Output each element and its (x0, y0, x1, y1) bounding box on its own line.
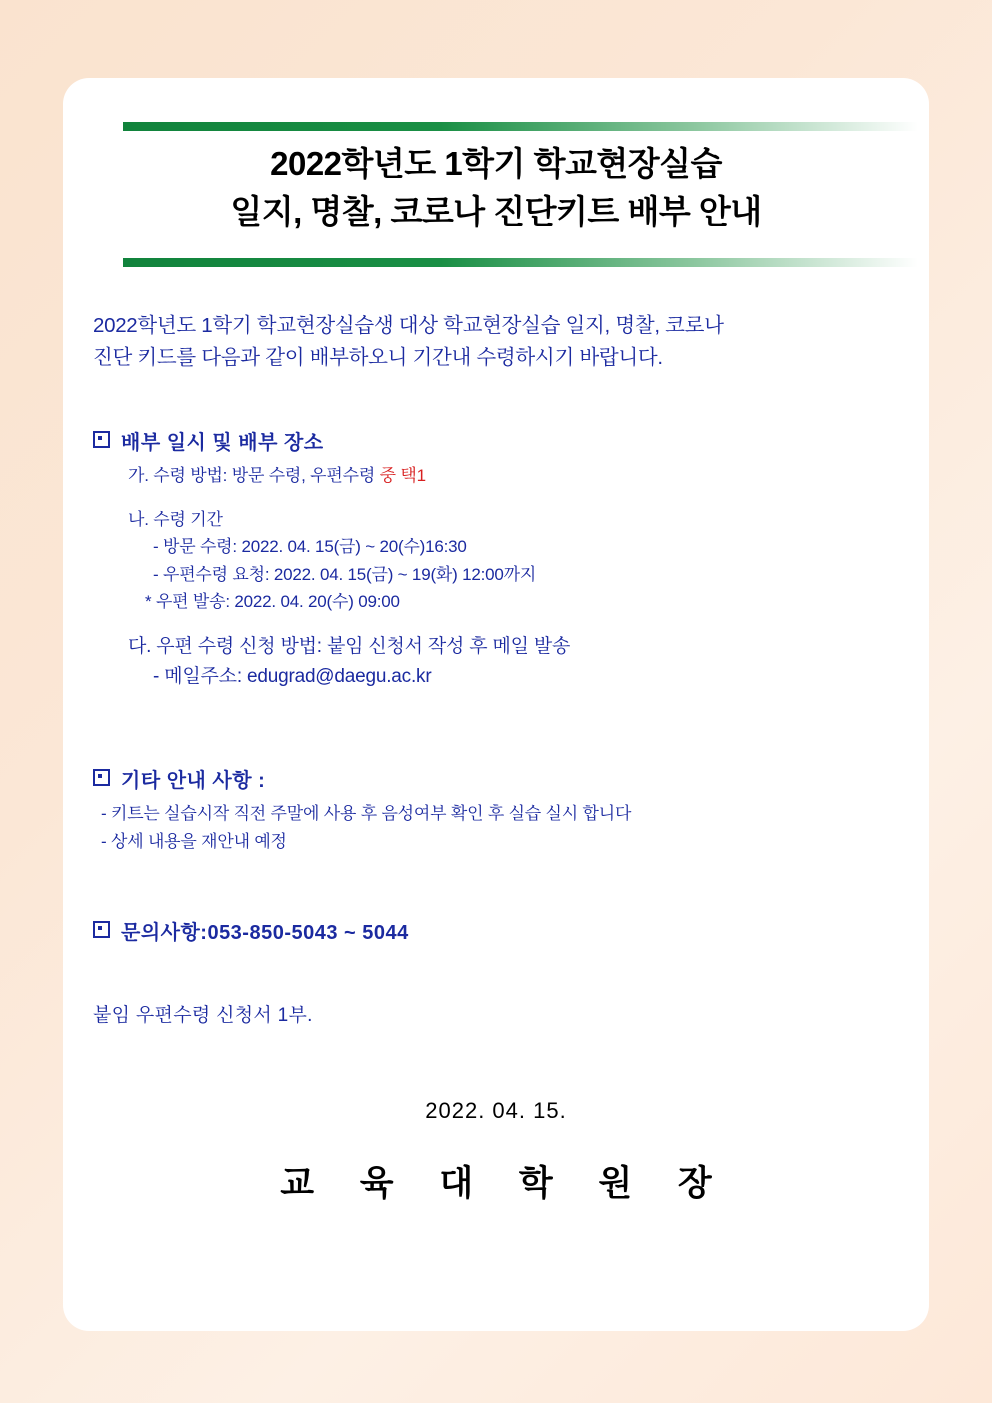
notice-page (63, 78, 929, 1331)
item-b-label: 나. 수령 기간 (128, 509, 223, 529)
lead-paragraph (93, 310, 903, 375)
section-contact-heading (93, 916, 903, 945)
square-bullet-icon (93, 431, 110, 448)
item-c-email[interactable]: - 메일주소: edugrad@daegu.ac.kr (153, 666, 432, 688)
square-bullet-icon (93, 921, 110, 938)
other-line-1: - 키트는 실습시작 직전 주말에 사용 후 음성여부 확인 후 실습 실시 합니다 (101, 804, 632, 823)
issue-date: 2022. 04. 15. (425, 1098, 567, 1123)
lead-line-1: 2022학년도 1학기 학교현장실습생 대상 학교현장실습 일지, 명찰, 코로나 (93, 314, 724, 337)
section-contact (93, 916, 903, 952)
item-b-line-2: - 우편수령 요청: 2022. 04. 15(금) ~ 19(화) 12:00까지 (153, 564, 537, 584)
attachment-note: 붙임 우편수령 신청서 1부. (93, 1005, 313, 1026)
section-distribution-heading-text: 배부 일시 및 배부 장소 (121, 432, 324, 454)
item-c-label: 다. 우편 수령 신청 방법: 붙임 신청서 작성 후 메일 발송 (128, 635, 571, 657)
item-a (93, 462, 903, 490)
item-b-line-1: - 방문 수령: 2022. 04. 15(금) ~ 20(수)16:30 (153, 537, 467, 557)
spacer-1 (93, 490, 903, 506)
section-other-heading-text: 기타 안내 사항 : (121, 770, 266, 792)
title-line-2: 일지, 명찰, 코로나 진단키트 배부 안내 (230, 192, 762, 230)
section-other-heading (93, 764, 903, 793)
lead-line-2: 진단 키드를 다음과 같이 배부하오니 기간내 수령하시기 바랍니다. (93, 346, 663, 370)
square-bullet-icon (93, 769, 110, 786)
spacer-2 (93, 616, 903, 632)
section-distribution-heading (93, 426, 903, 455)
item-a-highlight: 중 택1 (379, 466, 426, 485)
section-contact-heading-text: 문의사항:053-850-5043 ~ 5044 (121, 922, 409, 944)
divider-bottom (123, 258, 918, 267)
item-a-label: 가. 수령 방법: 방문 수령, 우편수령 (128, 466, 376, 485)
page-inner (63, 78, 929, 1331)
item-b-line-3: * 우편 발송: 2022. 04. 20(수) 09:00 (145, 592, 400, 612)
page-title (63, 140, 929, 236)
title-line-1: 2022학년도 1학기 학교현장실습 (270, 145, 722, 182)
divider-top (123, 122, 918, 131)
section-distribution (93, 426, 903, 693)
signer-title: 교 육 대 학 원 장 (280, 1164, 730, 1203)
section-other-notices (93, 764, 903, 855)
other-line-2: - 상세 내용을 재안내 예정 (101, 831, 287, 851)
